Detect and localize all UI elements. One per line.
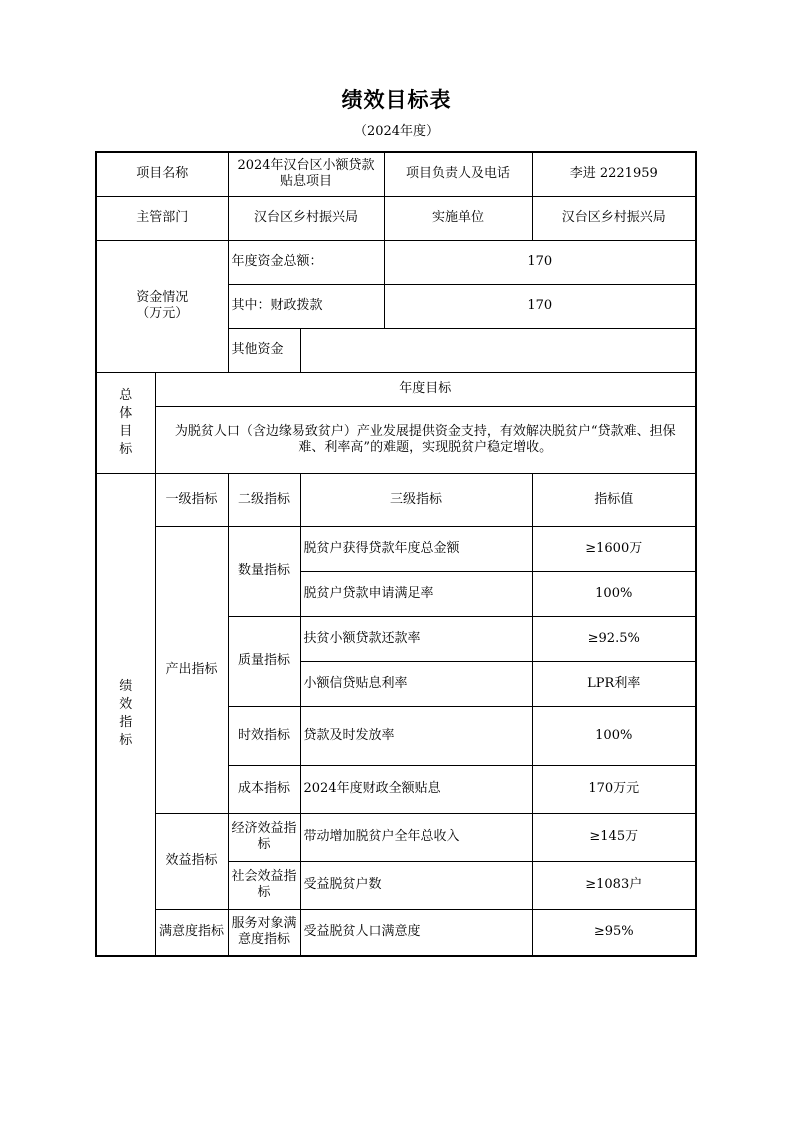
service-satisfaction-label: 服务对象满意度指标 [228, 909, 300, 956]
indicator-name: 受益脱贫户数 [300, 861, 532, 909]
indicator-name: 带动增加脱贫户全年总收入 [300, 813, 532, 861]
page-title: 绩效目标表 [341, 87, 452, 112]
department-row [96, 196, 696, 240]
indicator-name: 2024年度财政全额贴息 [300, 765, 532, 813]
social-benefit-label: 社会效益指标 [228, 861, 300, 909]
annual-goal-text: 为脱贫人口（含边缘易致贫户）产业发展提供资金支持，有效解决脱贫户“贷款难、担保难、利率高”的难题，实现脱贫户稳定增收。 [155, 406, 696, 473]
indicator-name: 小额信贷贴息利率 [300, 661, 532, 706]
project-leader-value: 李进 2221959 [532, 152, 696, 196]
funds-row [96, 240, 696, 284]
indicator-name: 贷款及时发放率 [300, 706, 532, 765]
overall-goal-label: 总体目标 [96, 372, 155, 473]
indicator-name: 脱贫户贷款申请满足率 [300, 571, 532, 616]
implementing-unit-value: 汉台区乡村振兴局 [532, 196, 696, 240]
project-leader-label: 项目负责人及电话 [384, 152, 532, 196]
goal-header-row [96, 372, 696, 406]
indicator-value: ≥92.5% [532, 616, 696, 661]
funds-total-label: 年度资金总额： [228, 240, 384, 284]
funds-fiscal-value: 170 [384, 284, 696, 328]
indicator-value: ≥95% [532, 909, 696, 956]
annual-goal-header: 年度目标 [155, 372, 696, 406]
performance-indicators-label: 绩效指标 [96, 473, 155, 956]
project-name-label: 项目名称 [96, 152, 228, 196]
indicator-value: ≥1083户 [532, 861, 696, 909]
funds-other-label: 其他资金 [228, 328, 300, 372]
funds-fiscal-label: 其中：财政拨款 [228, 284, 384, 328]
funds-label: 资金情况 （万元） [96, 240, 228, 372]
cost-indicator-label: 成本指标 [228, 765, 300, 813]
indicator-name: 扶贫小额贷款还款率 [300, 616, 532, 661]
level3-header: 三级指标 [300, 473, 532, 526]
indicator-value: 100% [532, 706, 696, 765]
indicator-row [96, 813, 696, 861]
level2-header: 二级指标 [228, 473, 300, 526]
output-indicator-label: 产出指标 [155, 526, 228, 813]
indicator-name: 受益脱贫人口满意度 [300, 909, 532, 956]
indicator-value: ≥1600万 [532, 526, 696, 571]
quantity-indicator-label: 数量指标 [228, 526, 300, 616]
funds-total-value: 170 [384, 240, 696, 284]
goal-text-row [96, 406, 696, 473]
benefit-indicator-label: 效益指标 [155, 813, 228, 909]
implementing-unit-label: 实施单位 [384, 196, 532, 240]
indicator-value: LPR利率 [532, 661, 696, 706]
year-subtitle: （2024年度） [353, 124, 440, 139]
value-header: 指标值 [532, 473, 696, 526]
economic-benefit-label: 经济效益指标 [228, 813, 300, 861]
funds-other-value [300, 328, 696, 372]
project-name-value: 2024年汉台区小额贷款贴息项目 [228, 152, 384, 196]
department-label: 主管部门 [96, 196, 228, 240]
indicator-name: 脱贫户获得贷款年度总金额 [300, 526, 532, 571]
indicator-value: 100% [532, 571, 696, 616]
performance-table-wrapper [95, 151, 697, 957]
department-value: 汉台区乡村振兴局 [228, 196, 384, 240]
indicator-row [96, 909, 696, 956]
level1-header: 一级指标 [155, 473, 228, 526]
indicator-value: 170万元 [532, 765, 696, 813]
quality-indicator-label: 质量指标 [228, 616, 300, 706]
satisfaction-indicator-label: 满意度指标 [155, 909, 228, 956]
project-name-row [96, 152, 696, 196]
indicator-row [96, 526, 696, 571]
timeliness-indicator-label: 时效指标 [228, 706, 300, 765]
indicator-header-row [96, 473, 696, 526]
performance-goal-table [95, 151, 697, 957]
indicator-value: ≥145万 [532, 813, 696, 861]
